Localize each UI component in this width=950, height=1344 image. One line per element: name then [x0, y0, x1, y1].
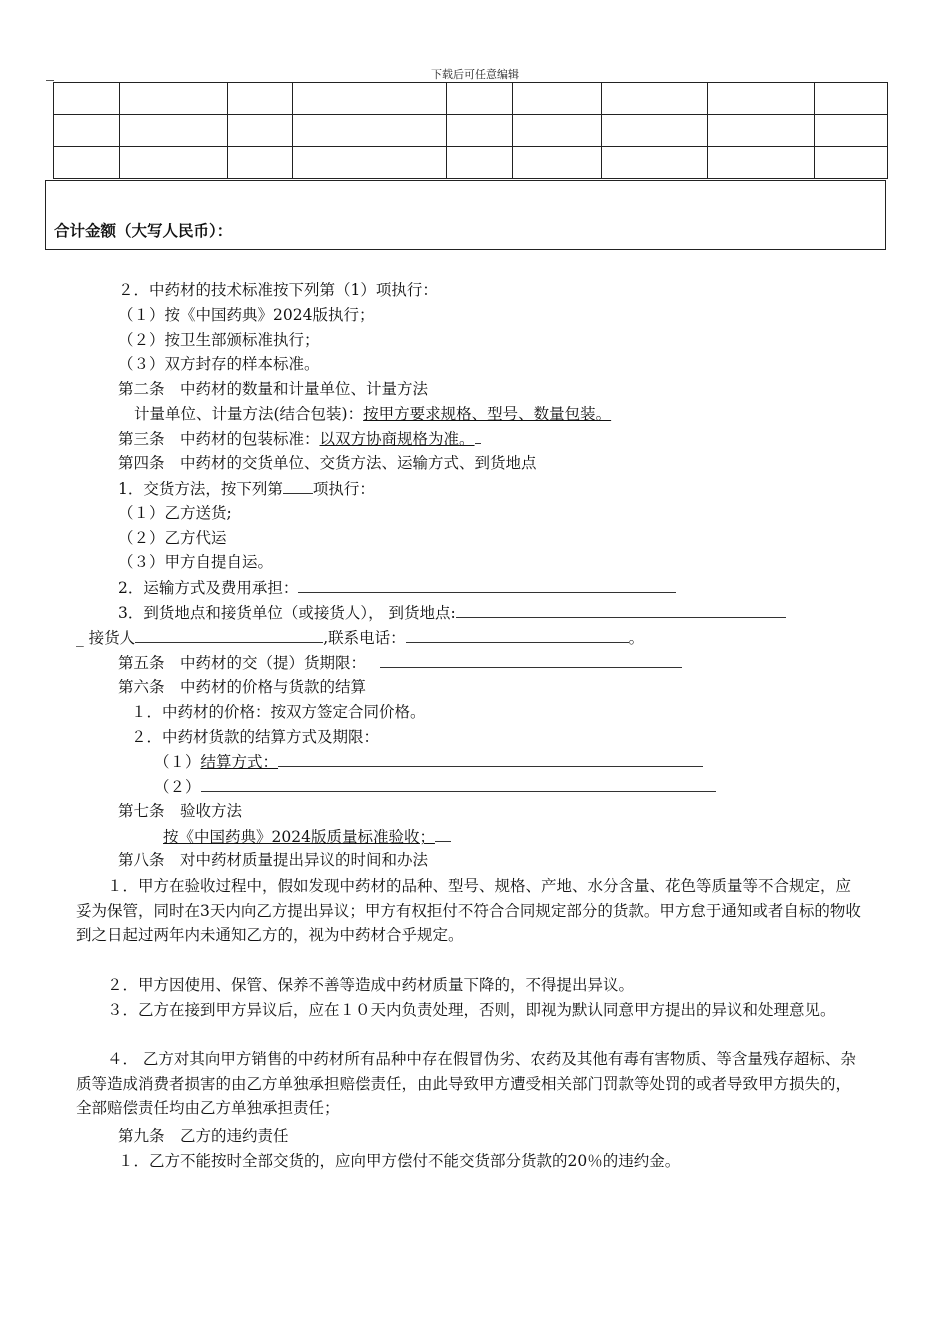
objection-clause-2: ２．甲方因使用、保管、保养不善等造成中药材质量下降的，不得提出异议。 [76, 976, 635, 994]
table-cell[interactable] [708, 83, 815, 115]
settlement-method-blank[interactable] [278, 752, 703, 767]
items-table [53, 82, 888, 179]
receiver-line-end: 。 [628, 629, 645, 647]
settlement-option-1-number: （１） [154, 753, 201, 771]
receiver-line [76, 628, 644, 647]
page-header: 下载后可任意编辑 [431, 68, 519, 81]
article-5-line [118, 653, 682, 672]
delivery-method-suffix: 项执行： [312, 480, 375, 498]
option-seller-delivery: （１）乙方送货; [118, 504, 232, 522]
table-cell[interactable] [228, 147, 293, 179]
table-cell[interactable] [228, 115, 293, 147]
acceptance-method-line [163, 827, 451, 846]
clause-technical-standard: ２．中药材的技术标准按下列第（1）项执行： [118, 281, 438, 299]
penalty-clause-1: １．乙方不能按时全部交货的，应向甲方偿付不能交货部分货款的20％的违约金。 [118, 1152, 681, 1170]
table-cell[interactable] [513, 115, 602, 147]
table-row [54, 83, 888, 115]
settlement-clause: ２．中药材货款的结算方式及期限： [131, 728, 380, 746]
table-cell[interactable] [228, 83, 293, 115]
delivery-method-line [118, 479, 375, 498]
table-cell[interactable] [815, 83, 888, 115]
settlement-option-1 [154, 752, 703, 771]
price-clause: １．中药材的价格：按双方签定合同价格。 [131, 703, 426, 721]
table-row [54, 147, 888, 179]
transport-blank[interactable] [298, 578, 676, 593]
table-cell[interactable] [602, 115, 708, 147]
table-cell[interactable] [54, 147, 120, 179]
phone-blank[interactable] [406, 628, 629, 643]
option-seller-shipping: （２）乙方代运 [118, 529, 227, 547]
table-cell[interactable] [447, 83, 513, 115]
acceptance-method-blank[interactable] [435, 827, 451, 842]
delivery-method-label: 1．交货方法，按下列第 [118, 480, 283, 498]
delivery-option-blank[interactable] [283, 479, 313, 494]
table-cell[interactable] [120, 115, 228, 147]
receiver-blank[interactable] [135, 628, 323, 643]
destination-blank[interactable] [456, 603, 786, 618]
table-cell[interactable] [293, 83, 447, 115]
delivery-deadline-blank[interactable] [380, 653, 682, 668]
measurement-method-label: 计量单位、计量方法(结合包装)： [134, 405, 364, 423]
receiver-label: _ 接货人 [76, 629, 136, 647]
packaging-standard-label: 第三条 中药材的包装标准： [118, 430, 320, 448]
phone-label: ,联系电话： [323, 629, 406, 647]
settlement-option-2-blank[interactable] [201, 777, 716, 792]
objection-clause-4: ４． 乙方对其向甲方销售的中药材所有品种中存在假冒伪劣、农药及其他有毒有害物质、等含量残存超标、杂质等造成消费者损害的由乙方单独承担赔偿责任，由此导致甲方遭受相关部门罚款等处罚的或者导致甲方损失的，全部赔偿责任均由乙方单独承担责任； [76, 1050, 856, 1117]
article-6-heading: 第六条 中药材的价格与货款的结算 [118, 678, 367, 696]
table-cell[interactable] [815, 115, 888, 147]
table-cell[interactable] [602, 83, 708, 115]
article-3-line [118, 429, 481, 448]
option-buyer-pickup: （３）甲方自提自运。 [118, 553, 274, 571]
table-cell[interactable] [54, 115, 120, 147]
table-cell[interactable] [513, 147, 602, 179]
option-ministry-standard: （２）按卫生部颁标准执行； [118, 331, 320, 349]
total-amount-box [45, 180, 886, 250]
transport-line [118, 578, 676, 597]
article-7-heading: 第七条 验收方法 [118, 802, 243, 820]
transport-label: 2．运输方式及费用承担： [118, 579, 299, 597]
measurement-method-line [134, 405, 611, 423]
table-cell[interactable] [447, 147, 513, 179]
total-amount-label: 合计金额（大写人民币）： [54, 222, 233, 240]
table-cell[interactable] [708, 115, 815, 147]
acceptance-method-value: 按《中国药典》2024版质量标准验收； [163, 828, 435, 846]
objection-clause-1: １．甲方在验收过程中，假如发现中药材的品种、型号、规格、产地、水分含量、花色等质量等不合规定，应妥为保管，同时在3天内向乙方提出异议；甲方有权拒付不符合合同规定部分的货款。甲方怠于通知或者自标的物收到之日起过两年内未通知乙方的，视为中药材合乎规定。 [76, 877, 861, 944]
table-cell[interactable] [293, 147, 447, 179]
table-cell[interactable] [293, 115, 447, 147]
table-cell[interactable] [54, 83, 120, 115]
article-8-heading: 第八条 对中药材质量提出异议的时间和办法 [118, 851, 429, 869]
table-cell[interactable] [120, 83, 228, 115]
article-2-heading: 第二条 中药材的数量和计量单位、计量方法 [118, 380, 429, 398]
table-row [54, 115, 888, 147]
measurement-method-value[interactable]: 按甲方要求规格、型号、数量包装。 [363, 405, 612, 423]
table-cell[interactable] [447, 115, 513, 147]
header-rule [46, 80, 54, 81]
table-cell[interactable] [120, 147, 228, 179]
table-cell[interactable] [708, 147, 815, 179]
table-cell[interactable] [602, 147, 708, 179]
destination-line [118, 603, 786, 622]
packaging-standard-blank[interactable] [475, 429, 481, 444]
option-pharmacopoeia: （１）按《中国药典》2024版执行； [118, 306, 375, 324]
table-cell[interactable] [513, 83, 602, 115]
table-cell[interactable] [815, 147, 888, 179]
settlement-method-label: 结算方式： [200, 753, 279, 771]
settlement-option-2 [154, 777, 716, 796]
settlement-option-2-number: （２） [154, 778, 201, 796]
delivery-deadline-label: 第五条 中药材的交（提）货期限： [118, 654, 367, 672]
packaging-standard-value[interactable]: 以双方协商规格为准。 [319, 430, 475, 448]
objection-clause-3: ３．乙方在接到甲方异议后，应在１０天内负责处理，否则，即视为默认同意甲方提出的异议和处理意见。 [76, 1001, 836, 1019]
article-4-heading: 第四条 中药材的交货单位、交货方法、运输方式、到货地点 [118, 454, 537, 472]
article-9-heading: 第九条 乙方的违约责任 [118, 1127, 289, 1145]
destination-label: 3．到货地点和接货单位（或接货人）， 到货地点: [118, 604, 456, 622]
option-sealed-sample: （３）双方封存的样本标准。 [118, 355, 320, 373]
